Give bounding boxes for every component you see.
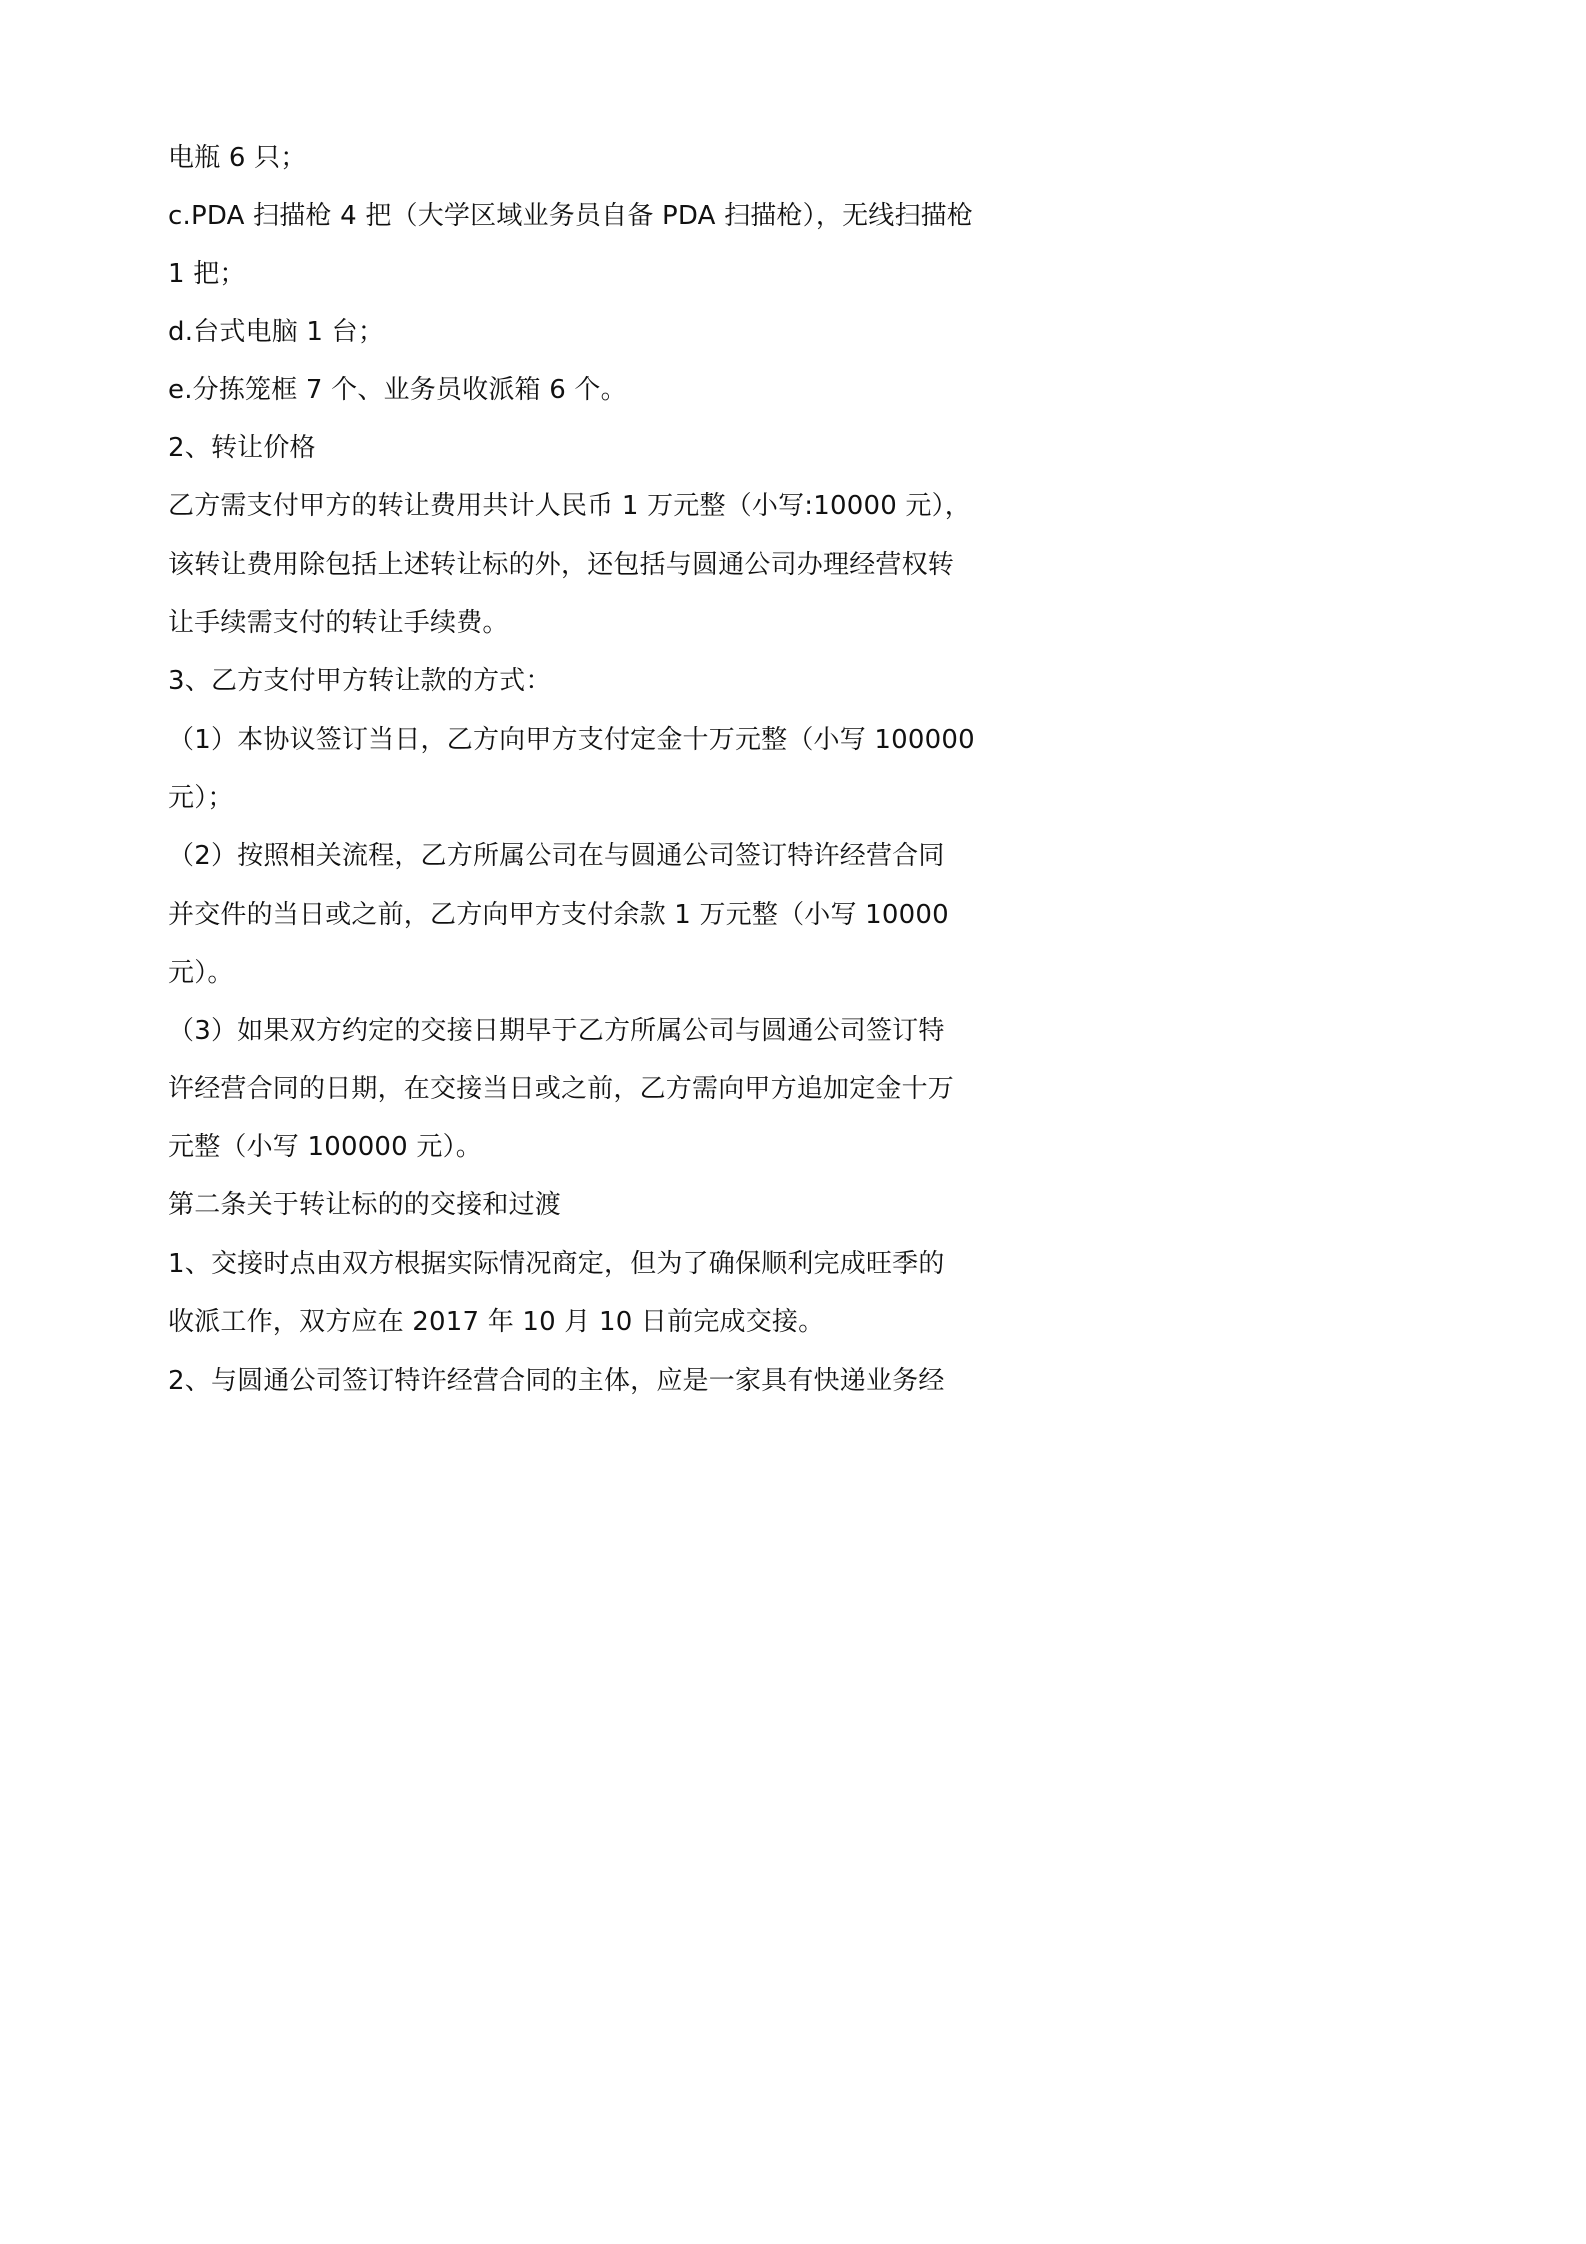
text-line: 元）。 [168,958,234,988]
text-line: 2、与圆通公司签订特许经营合同的主体，应是一家具有快递业务经 [168,1366,945,1396]
text-line: 1、交接时点由双方根据实际情况商定，但为了确保顺利完成旺季的 [168,1249,945,1279]
text-line: 元整（小写 100000 元）。 [168,1132,482,1162]
section-heading: 第二条关于转让标的的交接和过渡 [168,1190,562,1220]
text-line: 许经营合同的日期，在交接当日或之前，乙方需向甲方追加定金十万 [168,1074,955,1104]
section-heading: 3、乙方支付甲方转让款的方式： [168,666,552,696]
text-line: （2）按照相关流程，乙方所属公司在与圆通公司签订特许经营合同 [168,841,945,871]
text-line: （3）如果双方约定的交接日期早于乙方所属公司与圆通公司签订特 [168,1016,945,1046]
document-page [0,0,1100,1556]
text-line: 元）； [168,783,234,813]
text-line: （1）本协议签订当日，乙方向甲方支付定金十万元整（小写 100000 [168,725,975,755]
text-line: 1 把； [168,259,246,289]
text-line: 收派工作，双方应在 2017 年 10 月 10 日前完成交接。 [168,1307,825,1337]
text-line: d.台式电脑 1 台； [168,317,385,347]
section-heading: 2、转让价格 [168,433,316,463]
text-line: e.分拣笼框 7 个、业务员收派箱 6 个。 [168,375,627,405]
text-line: 电瓶 6 只； [168,143,307,173]
text-line: 该转让费用除包括上述转让标的外，还包括与圆通公司办理经营权转 [168,550,955,580]
text-line: 让手续需支付的转让手续费。 [168,608,509,638]
text-line: 乙方需支付甲方的转让费用共计人民币 1 万元整（小写:10000 元）， [168,491,972,521]
text-line: 并交件的当日或之前，乙方向甲方支付余款 1 万元整（小写 10000 [168,900,949,930]
text-line: c.PDA 扫描枪 4 把（大学区域业务员自备 PDA 扫描枪），无线扫描枪 [168,201,974,231]
